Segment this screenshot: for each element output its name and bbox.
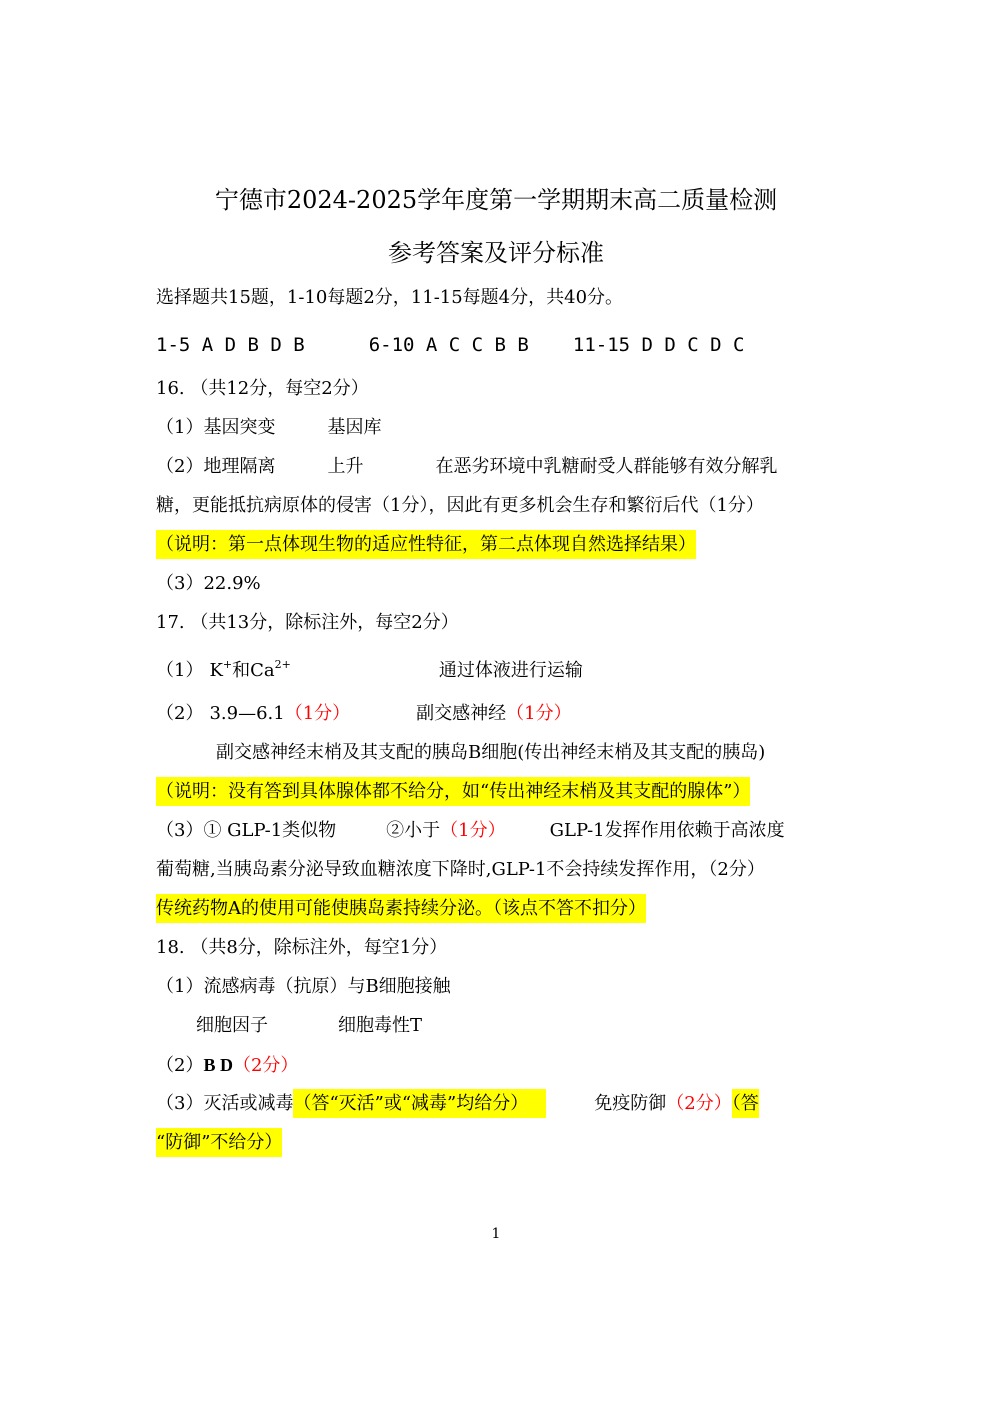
q17-p3-line3-highlight: 传统药物A的使用可能使胰岛素持续分泌。（该点不答不扣分） [156,894,646,923]
q16-note [156,531,696,559]
q18-p1-answer-c: 细胞毒性T [338,1015,423,1036]
page-number: 1 [491,1226,501,1242]
mc-answers [156,331,744,359]
q17-p3-score: （1分） [440,820,506,841]
q17-ca-charge: 2+ [274,658,291,671]
q16-p2-answer-c: 在恶劣环境中乳糖耐受人群能够有效分解乳 [435,456,778,477]
q16-note-highlight: （说明：第一点体现生物的适应性特征，第二点体现自然选择结果） [156,530,696,559]
q17-p2-range: 3.9—6.1 [209,703,285,724]
q16-p2-continuation: 糖，更能抵抗病原体的侵害（1分），因此有更多机会生存和繁衍后代（1分） [156,495,764,516]
page-subtitle: 参考答案及评分标准 [388,239,604,267]
q16-p2-answer-a: （2）地理隔离 [156,456,276,477]
q17-and-ca: 和Ca [232,660,275,681]
q17-k-ion: K [209,660,223,681]
q18-p3-note2-start: （答 [732,1089,759,1118]
q16-header: 16. （共12分，每空2分） [156,378,369,399]
q17-p2-score-1: （1分） [284,703,351,724]
q18-part3-cont [156,1129,282,1157]
q18-part1: （1）流感病毒（抗原）与B细胞接触 [156,976,451,997]
q17-p3-answer-b: ②小于 [386,820,441,841]
q16-p2-answer-b: 上升 [327,456,364,477]
q17-part3 [156,817,785,845]
q17-part2 [156,700,572,728]
mc-intro: 选择题共15题，1-10每题2分，11-15每题4分，共40分。 [156,287,624,308]
mc-group-3: 11-15 D D C D C [572,334,745,356]
page-title: 宁德市2024-2025学年度第一学期期末高二质量检测 [214,186,778,214]
q17-p2-label: （2） [156,703,204,724]
q16-part3: （3）22.9% [156,573,261,594]
q17-part1 [156,657,583,685]
q18-part3 [156,1090,759,1118]
q18-p3-answer-b: 免疫防御 [594,1093,667,1114]
q17-p3-answer-a: （3）① GLP-1类似物 [156,820,337,841]
q16-p1-answer-b: 基因库 [327,417,382,438]
q18-p3-score: （2分） [666,1093,732,1114]
mc-group-2: 6-10 A C C B B [368,334,529,356]
q16-part1 [156,414,381,442]
q17-p1-label: （1） [156,660,204,681]
q16-part2 [156,453,777,481]
q18-p3-note2-end: “防御”不给分） [156,1128,282,1157]
q18-part1-more [196,1012,422,1040]
q17-p1-answer-b: 通过体液进行运输 [438,660,583,681]
q17-header: 17. （共13分，除标注外，每空2分） [156,612,459,633]
q18-p3-answer-a: （3）灭活或减毒 [156,1093,294,1114]
q16-p1-answer-a: （1）基因突变 [156,417,276,438]
q17-p3-answer-c: GLP-1发挥作用依赖于高浓度 [549,820,785,841]
q17-p2-answer-b: 副交感神经 [416,703,507,724]
q18-p3-note-text: （答“灭活”或“减毒”均给分） [293,1093,529,1114]
q17-note-highlight: （说明：没有答到具体腺体都不给分，如“传出神经末梢及其支配的腺体”） [156,777,750,806]
q18-p2-score: （2分） [232,1055,299,1076]
q17-p3-line2: 葡萄糖,当胰岛素分泌导致血糖浓度下降时,GLP-1不会持续发挥作用，（2分） [156,859,765,880]
q18-p2-answer: B D [203,1055,233,1075]
q18-p3-note [293,1089,546,1118]
mc-group-1: 1-5 A D B D B [156,334,305,356]
q17-k-charge: + [222,658,233,671]
q18-p1-answer-b: 细胞因子 [196,1015,268,1036]
q18-header: 18. （共8分，除标注外，每空1分） [156,937,448,958]
q17-p3-line3 [156,895,646,923]
q17-p2-line2: 副交感神经末梢及其支配的胰岛B细胞(传出神经末梢及其支配的胰岛) [216,742,766,763]
q18-part2 [156,1051,298,1080]
q17-p2-score-2: （1分） [506,703,572,724]
q18-p2-label: （2） [156,1055,204,1076]
q17-note [156,778,750,806]
